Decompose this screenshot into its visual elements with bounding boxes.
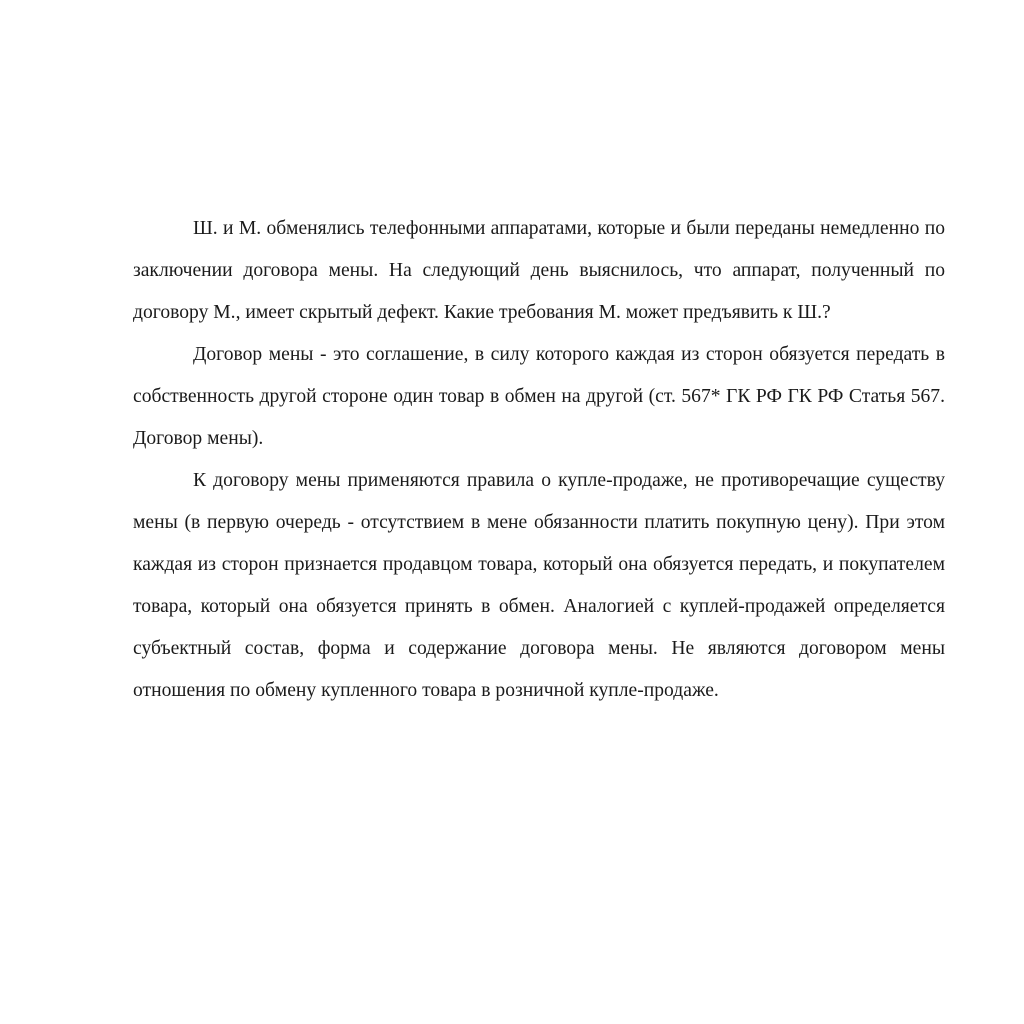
paragraph-sale-rules: К договору мены применяются правила о купле-продаже, не противоречащие существу мены (в первую очередь - отсутствием в мене обязанности платить покупную цену). При этом каждая из сторон признается продавцом товара, который она обязуется передать, и покупателем товара, который она обязуется принять в обмен. Аналогией с куплей-продажей определяется субъектный состав, форма и содержание договора мены. Не являются договором мены отношения по обмену купленного товара в розничной купле-продаже. — [133, 470, 945, 701]
paragraph-barter-definition: Договор мены - это соглашение, в силу которого каждая из сторон обязуется передать в собственность другой стороне один товар в обмен на другой (ст. 567* ГК РФ ГК РФ Статья 567. Договор мены). — [133, 344, 945, 449]
paragraph-case-question: Ш. и М. обменялись телефонными аппаратами, которые и были переданы немедленно по заключении договора мены. На следующий день выяснилось, что аппарат, полученный по договору М., имеет скрытый дефект. Какие требования М. может предъявить к Ш.? — [133, 218, 945, 323]
document-body — [133, 208, 945, 712]
